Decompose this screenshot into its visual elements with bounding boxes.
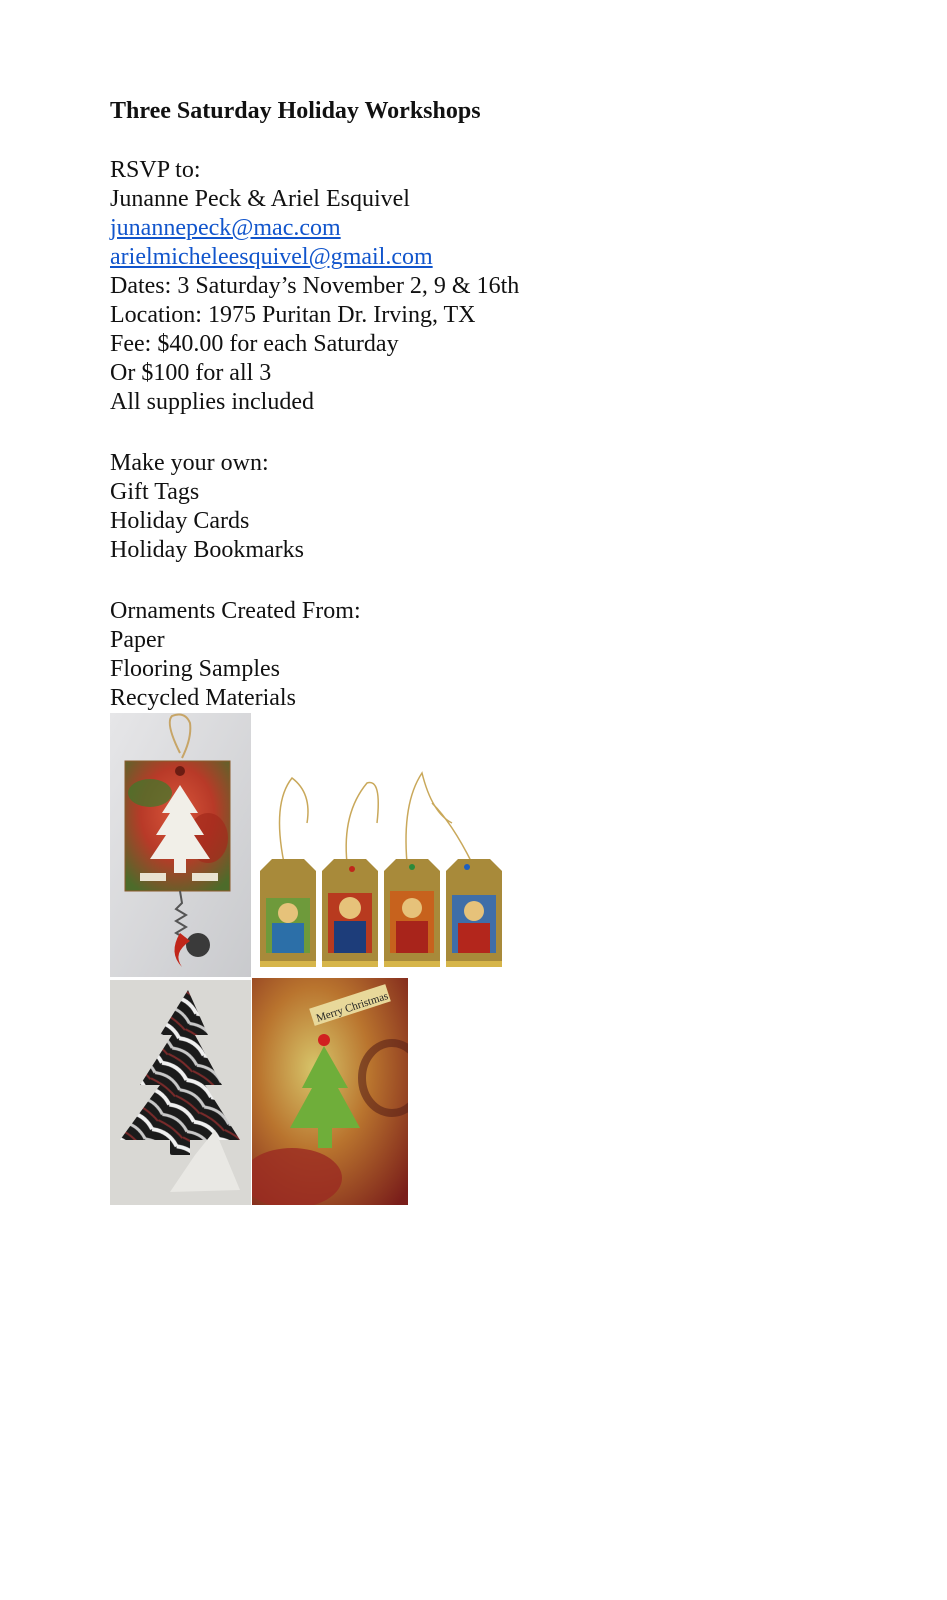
email-link-junanne[interactable]: junannepeck@mac.com (110, 215, 341, 241)
document-body (110, 96, 870, 713)
card-greeting: Merry Christmas (314, 990, 390, 1025)
rsvp-names: Junanne Peck & Ariel Esquivel (110, 186, 410, 212)
photo-tree-ornament (110, 713, 251, 977)
make-item-gift-tags: Gift Tags (110, 479, 200, 505)
photo-merry-christmas-card (252, 978, 408, 1205)
make-item-holiday-bookmarks: Holiday Bookmarks (110, 537, 304, 563)
location-text: Location: 1975 Puritan Dr. Irving, TX (110, 302, 476, 328)
ornament-item-paper: Paper (110, 627, 165, 653)
ornament-item-flooring: Flooring Samples (110, 656, 281, 682)
photo-collage (110, 713, 530, 1208)
ornament-item-recycled: Recycled Materials (110, 685, 296, 711)
make-heading: Make your own: (110, 450, 269, 476)
supplies-text: All supplies included (110, 389, 314, 415)
photo-icon-tags (252, 763, 508, 977)
ornaments-heading: Ornaments Created From: (110, 598, 361, 624)
email-link-ariel[interactable]: arielmicheleesquivel@gmail.com (110, 244, 433, 270)
fee-text: Fee: $40.00 for each Saturday (110, 331, 399, 357)
dates-text: Dates: 3 Saturday’s November 2, 9 & 16th (110, 273, 520, 299)
rsvp-label: RSVP to: (110, 157, 201, 183)
make-item-holiday-cards: Holiday Cards (110, 508, 250, 534)
photo-marbled-tree (110, 980, 251, 1205)
page-title: Three Saturday Holiday Workshops (110, 98, 481, 124)
fee-all-text: Or $100 for all 3 (110, 360, 272, 386)
